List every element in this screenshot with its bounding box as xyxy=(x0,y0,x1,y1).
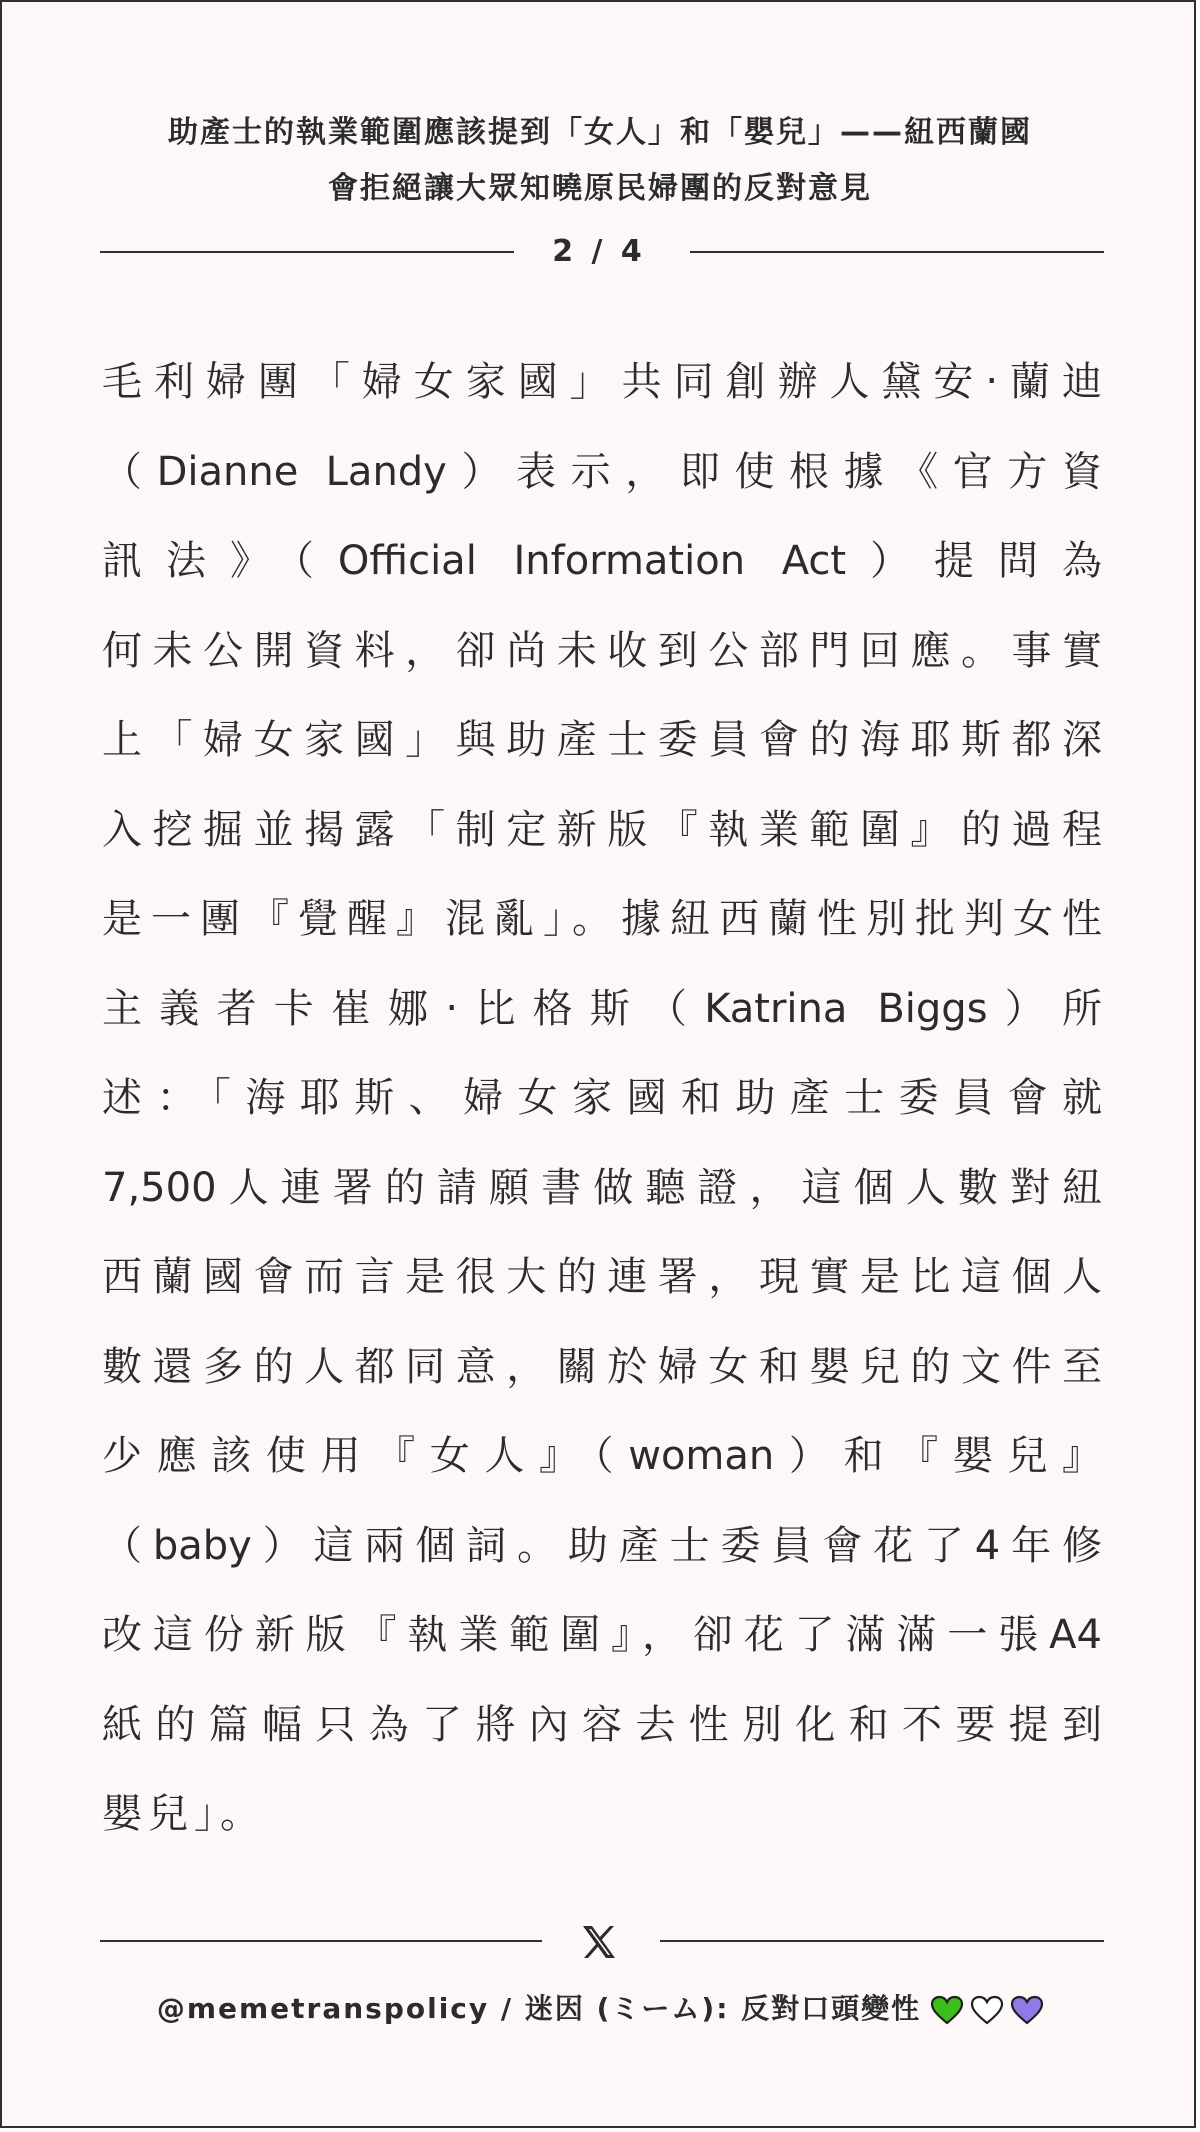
body-line: 訊法》（Official Information Act）提問為 xyxy=(102,538,1102,584)
body-line: 紙的篇幅只為了將內容去性別化和不要提到 xyxy=(102,1701,1102,1748)
page-indicator: 2 / 4 xyxy=(552,234,646,269)
body-line: 7,500人連署的請願書做聽證，這個人數對紐 xyxy=(102,1164,1102,1211)
page-title xyxy=(92,105,1108,217)
title-line-1: 助產士的執業範圍應該提到「女人」和「嬰兒」——紐西蘭國 xyxy=(168,115,1032,150)
heart-icons xyxy=(927,1986,1047,2034)
white-heart-icon xyxy=(970,1995,1004,2025)
body-line: 是一團『覺醒』混亂」。據紐西蘭性別批判女性 xyxy=(102,896,1102,942)
body-line: 主義者卡崔娜‧比格斯（Katrina Biggs）所 xyxy=(102,985,1102,1032)
body-line: 上「婦女家國」與助產士委員會的海耶斯都深 xyxy=(102,717,1102,763)
body-line: 述：「海耶斯、婦女家國和助產士委員會就 xyxy=(102,1075,1102,1121)
body-line: 何未公開資料，卻尚未收到公部門回應。事實 xyxy=(102,627,1102,674)
purple-heart-icon xyxy=(1010,1995,1044,2025)
body-line: （Dianne Landy）表示，即使根據《官方資 xyxy=(102,448,1102,495)
body-line: （baby）這兩個詞。助產士委員會花了4年修 xyxy=(102,1522,1102,1569)
divider-left-top xyxy=(100,251,514,253)
body-line: 毛利婦團「婦女家國」共同創辦人黛安‧蘭迪 xyxy=(102,359,1102,405)
green-heart-icon xyxy=(930,1995,964,2025)
article-body xyxy=(102,338,1102,1860)
body-line: 數還多的人都同意，關於婦女和嬰兒的文件至 xyxy=(102,1343,1102,1390)
body-line: 改這份新版『執業範圍』，卻花了滿滿一張A4 xyxy=(102,1612,1102,1658)
credit-text: @memetranspolicy / 迷因 (ミーム): 反對口頭變性 xyxy=(156,1992,922,2025)
title-line-2: 會拒絕讓大眾知曉原民婦團的反對意見 xyxy=(328,171,872,206)
x-logo-icon xyxy=(580,1924,618,1960)
body-line: 嬰兒」。 xyxy=(102,1791,266,1837)
divider-right-bottom xyxy=(660,1940,1104,1942)
body-line: 少應該使用『女人』（woman）和『嬰兒』 xyxy=(102,1433,1102,1479)
divider-left-bottom xyxy=(100,1940,542,1942)
body-line: 入挖掘並揭露「制定新版『執業範圍』的過程 xyxy=(102,806,1102,853)
footer-credit xyxy=(102,1985,1102,2034)
divider-right-top xyxy=(690,251,1104,253)
body-line: 西蘭國會而言是很大的連署，現實是比這個人 xyxy=(102,1254,1102,1300)
